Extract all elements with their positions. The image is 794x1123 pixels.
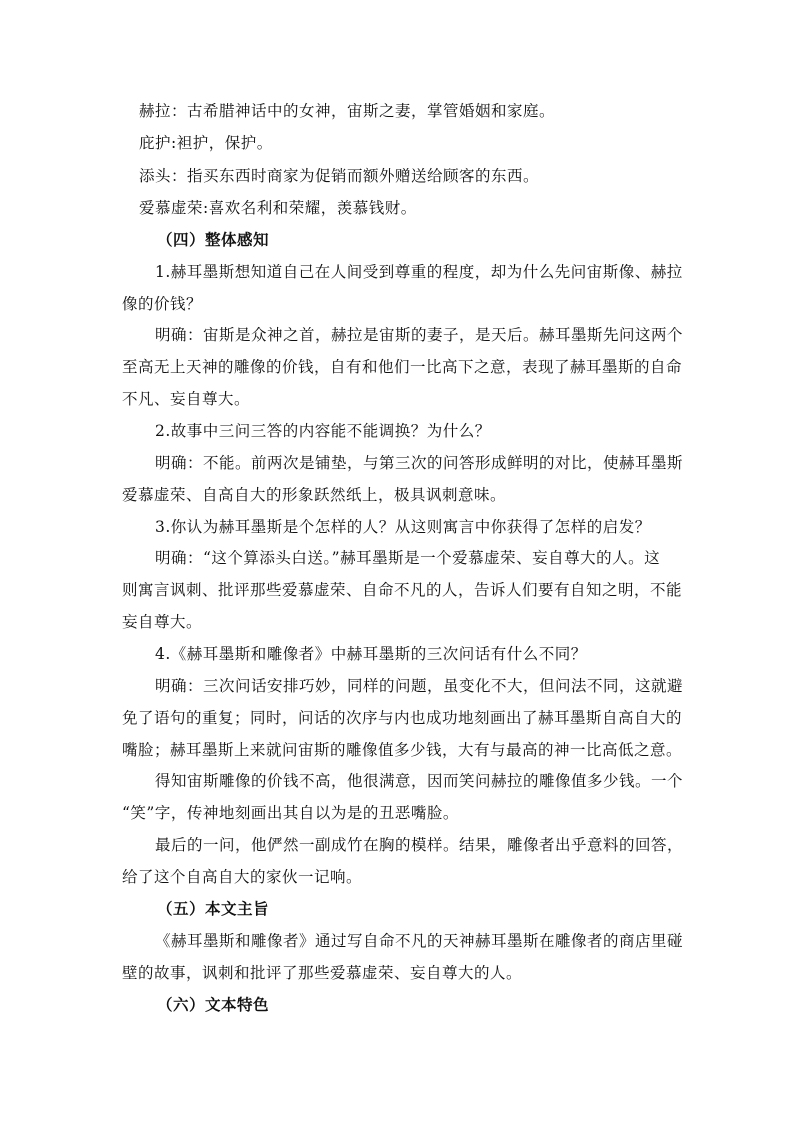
glossary-aimu-xurong: 爱慕虚荣:喜欢名利和荣耀，羡慕钱财。 (139, 199, 417, 217)
answer-4-line-2: 免了语句的重复；同时，问话的次序与内也成功地刻画出了赫耳墨斯自高自大的 (122, 709, 683, 727)
answer-4-line-1: 明确：三次问话安排巧妙，同样的问题，虽变化不大，但问法不同，这就避 (155, 677, 684, 695)
question-2: 2.故事中三问三答的内容能不能调换？为什么？ (155, 422, 491, 440)
answer-1-line-1: 明确：宙斯是众神之首，赫拉是宙斯的妻子，是天后。赫耳墨斯先问这两个 (155, 326, 684, 344)
glossary-bihu: 庇护:袒护，保护。 (139, 134, 273, 152)
answer-3-line-2: 则寓言讽刺、批评那些爱慕虚荣、自命不凡的人，告诉人们要有自知之明，不能 (122, 581, 683, 599)
answer-3-line-3: 妄自尊大。 (122, 613, 203, 631)
answer-1-line-2: 至高无上天神的雕像的价钱，自有和他们一比高下之意，表现了赫耳墨斯的自命 (122, 358, 683, 376)
glossary-tiantou: 添头：指买东西时商家为促销而额外赠送给顾客的东西。 (139, 167, 540, 185)
answer-3-line-1: 明确：“这个算添头白送。”赫耳墨斯是一个爱慕虚荣、妄自尊大的人。这 (155, 549, 661, 567)
section-5-heading: （五）本文主旨 (157, 899, 270, 918)
answer-2-line-1: 明确：不能。前两次是铺垫，与第三次的问答形成鲜明的对比，使赫耳墨斯 (155, 454, 684, 472)
answer-4-line-3: 嘴脸；赫耳墨斯上来就问宙斯的雕像值多少钱，大有与最高的神一比高低之意。 (122, 741, 683, 759)
paragraph-5-line-2: “笑”字，传神地刻画出其自以为是的丑恶嘴脸。 (122, 804, 459, 822)
answer-2-line-2: 爱慕虚荣、自高自大的形象跃然纸上，极具讽刺意味。 (122, 486, 507, 504)
question-4: 4.《赫耳墨斯和雕像者》中赫耳墨斯的三次问话有什么不同？ (155, 645, 587, 663)
main-idea-line-2: 壁的故事，讽刺和批评了那些爱慕虚荣、妄自尊大的人。 (122, 964, 523, 982)
question-1-line-2: 像的价钱？ (122, 295, 203, 313)
paragraph-6-line-1: 最后的一问，他俨然一副成竹在胸的模样。结果，雕像者出乎意料的回答， (155, 836, 684, 854)
paragraph-5-line-1: 得知宙斯雕像的价钱不高，他很满意，因而笑问赫拉的雕像值多少钱。一个 (155, 772, 684, 790)
answer-1-line-3: 不凡、妄自尊大。 (122, 390, 251, 408)
question-3: 3.你认为赫耳墨斯是个怎样的人？从这则寓言中你获得了怎样的启发？ (155, 518, 651, 536)
main-idea-line-1: 《赫耳墨斯和雕像者》通过写自命不凡的天神赫耳墨斯在雕像者的商店里碰 (155, 932, 684, 950)
section-4-heading: （四）整体感知 (157, 230, 270, 249)
glossary-hera: 赫拉：古希腊神话中的女神，宙斯之妻，掌管婚姻和家庭。 (139, 102, 556, 120)
question-1-line-1: 1.赫耳墨斯想知道自己在人间受到尊重的程度，却为什么先问宙斯像、赫拉 (155, 263, 683, 281)
section-6-heading: （六）文本特色 (157, 995, 270, 1014)
paragraph-6-line-2: 给了这个自高自大的家伙一记响。 (122, 868, 363, 886)
